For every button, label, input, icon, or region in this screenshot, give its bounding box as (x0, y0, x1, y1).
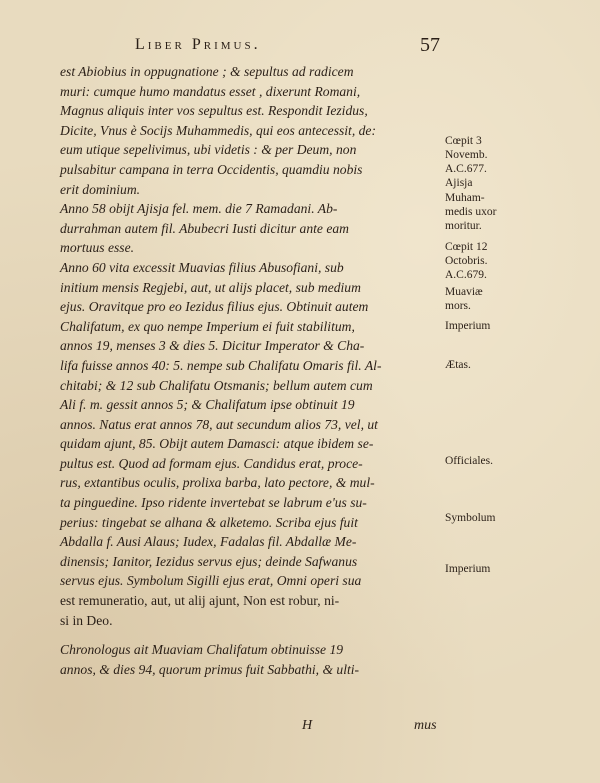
text-line: Anno 60 vita excessit Muavias filius Abusofiani, sub (60, 259, 344, 275)
paragraph-gap (60, 630, 445, 640)
margin-note: Cœpit 12 (445, 241, 488, 254)
text-line: Ali f. m. gessit annos 5; & Chalifatum ipse obtinuit 19 (60, 397, 355, 413)
text-line: pulsabitur campana in terra Occidentis, quamdiu nobis (60, 161, 363, 177)
text-line: mortuus esse. (60, 240, 135, 256)
text-line: dinensis; Ianitor, Iezidus servus ejus; deinde Safwanus (60, 553, 358, 569)
text-line: durrahman autem fil. Abubecri Iusti dicitur ante eam (60, 220, 349, 236)
margin-note: Muham- (445, 192, 485, 205)
margin-note: Ajisja (445, 176, 473, 189)
margin-note: Symbolum (445, 511, 496, 524)
text-line: est Abiobius in oppugnatione ; & sepultus ad radicem (60, 64, 354, 79)
margin-note: Octobris. (445, 255, 488, 268)
text-line: rus, extantibus oculis, prolixa barba, lato pectore, & mul- (60, 475, 375, 491)
running-head: Liber Primus. (135, 36, 261, 53)
text-line: Abdalla f. Ausi Alaus; Iudex, Fadalas fil. Abdallæ Me- (60, 534, 357, 550)
margin-note: medis uxor (445, 206, 497, 219)
text-line: annos. Natus erat annos 78, aut secundum alios 73, vel, ut (60, 416, 378, 432)
text-line: Chronologus ait Muaviam Chalifatum obtinuisse 19 (60, 642, 344, 658)
text-line: erit dominium. (60, 181, 141, 197)
text-line: pultus est. Quod ad formam ejus. Candidus erat, proce- (60, 455, 363, 471)
text-line: annos, & dies 94, quorum primus fuit Sabbathi, & ulti- (60, 661, 360, 677)
text-line: ejus. Oravitque pro eo Iezidus filius ejus. Obtinuit autem (60, 299, 369, 315)
margin-note: Cœpit 3 (445, 135, 482, 148)
margin-note: Muaviæ (445, 286, 483, 299)
margin-note: A.C.677. (445, 162, 487, 175)
text-line: ta pinguedine. Ipso ridente invertebat se labrum e'us su- (60, 495, 367, 511)
margin-note: mors. (445, 300, 471, 313)
margin-note: moritur. (445, 219, 482, 232)
signature-mark: H (302, 718, 313, 733)
margin-note: A.C.679. (445, 268, 487, 281)
margin-note: Imperium (445, 562, 491, 575)
text-line: perius: tingebat se alhana & alketemo. Scriba ejus fuit (60, 514, 358, 530)
text-line: quidam ajunt, 85. Obijt autem Damasci: atque ibidem se- (60, 436, 374, 452)
text-line: eum utique sepelivimus, ubi videtis : & per Deum, non (60, 142, 357, 158)
text-line: lifa fuisse annos 40: 5. nempe sub Chalifatu Omaris fil. Al- (60, 357, 382, 373)
text-line: servus ejus. Symbolum Sigilli ejus erat, Omni operi sua (60, 573, 362, 589)
margin-note: Imperium (445, 319, 491, 332)
catchword: mus (414, 718, 437, 733)
text-line: initium mensis Regjebi, aut, ut alijs placet, sub medium (60, 279, 361, 295)
margin-note: Ætas. (445, 358, 471, 371)
text-line: Chalifatum, ex quo nempe Imperium ei fuit stabilitum, (60, 318, 355, 334)
text-line: Dicite, Vnus è Socijs Muhammedis, qui eos antecessit, de: (60, 122, 376, 138)
text-line: muri: cumque humo mandatus esset , dixerunt Romani, (60, 83, 361, 99)
margin-note: Officiales. (445, 454, 494, 467)
main-text-block (60, 62, 445, 679)
margin-note: Novemb. (445, 149, 488, 162)
text-line: Magnus aliquis inter vos sepultus est. Respondit Iezidus, (60, 103, 368, 119)
text-line: Anno 58 obijt Ajisja fel. mem. die 7 Ramadani. Ab- (60, 201, 338, 217)
text-line: chitabi; & 12 sub Chalifatu Otsmanis; bellum autem cum (60, 377, 373, 393)
page-number: 57 (420, 34, 440, 56)
page-header (0, 36, 600, 60)
text-line: annos 19, menses 3 & dies 5. Dicitur Imperator & Cha- (60, 338, 365, 354)
text-line: si in Deo. (60, 612, 113, 628)
text-line: est remuneratio, aut, ut alij ajunt, Non est robur, ni- (60, 593, 340, 609)
